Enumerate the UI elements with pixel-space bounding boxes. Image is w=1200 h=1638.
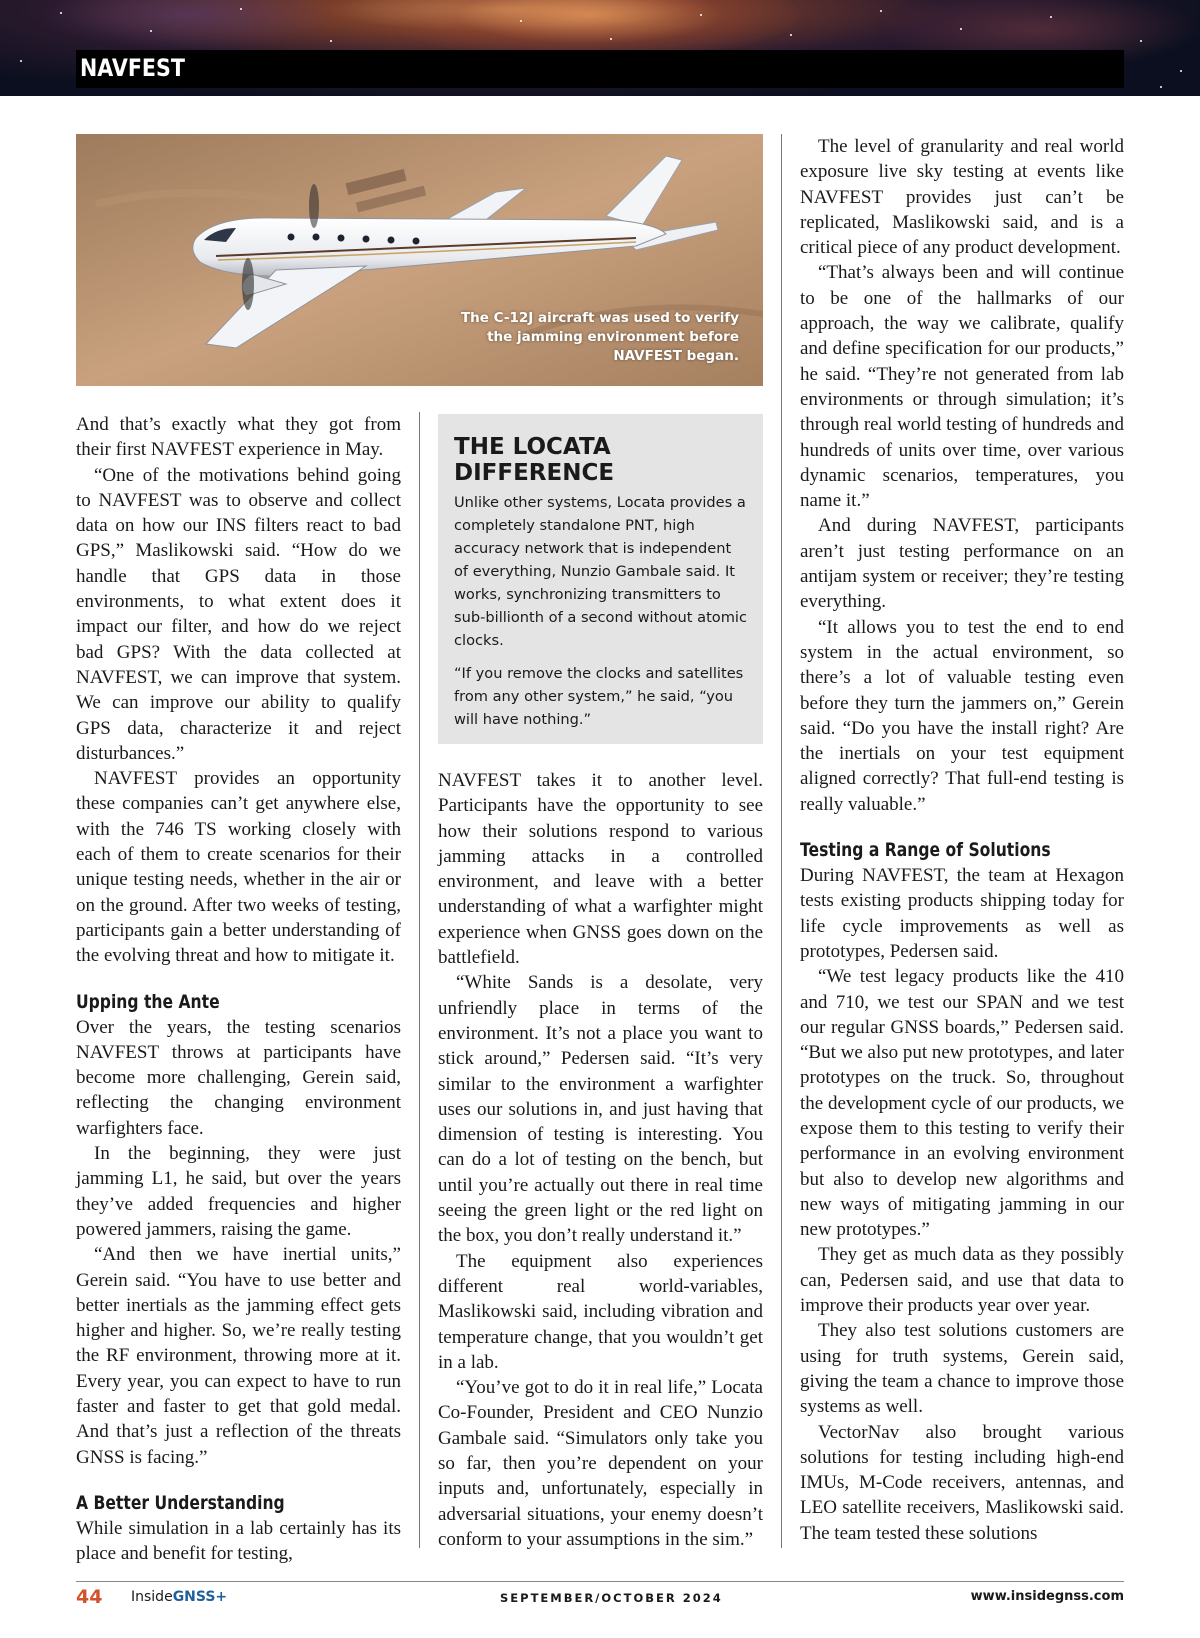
paragraph: “We test legacy products like the 410 and 710, we test our SPAN and we test our regular GNSS boards,” Pedersen said. “But we also put new prototypes, and later prototypes on the truck. So, throughout the development cycle of our products, we expose them to this testing to verify their performance in an evolving environment but also to develop new algorithms and new ways of mitigating jamming in our new prototypes.” xyxy=(800,966,1124,1241)
paragraph: “That’s always been and will continue to be one of the hallmarks of our approach, the way we calibrate, qualify and define specification for our products,” he said. “They’re not generated from lab environments or through simulation; it’s through real world testing of hundreds and hundreds of units over time, over various dynamic scenarios, temperatures, you name it.” xyxy=(800,262,1124,512)
paragraph: “White Sands is a desolate, very unfriendly place in terms of the environment. It’s not a place you want to stick around,” Pedersen said. “It’s very similar to the environment a warfighter uses our solutions in, and just having that dimension of testing is interesting. You can do a lot of testing on the bench, but until you’re actually out there in real time seeing the green light or the red light on the box, you don’t really understand it.” xyxy=(438,972,763,1247)
paragraph: “One of the motivations behind going to NAVFEST was to observe and collect data on how our INS filters react to bad GPS,” Maslikowski said. “How do we handle that GPS data in those environments, to what extent does it impact our filter, and how do we reject bad GPS? With the data collected at NAVFEST, we can improve that system. We can improve our ability to qualify GPS data, characterize it and reject disturbances.” xyxy=(76,464,401,764)
subheading: Testing a Range of Solutions xyxy=(800,839,1051,862)
article-column-2 xyxy=(438,768,763,1552)
paragraph: Over the years, the testing scenarios NAVFEST throws at participants have become more challenging, Gerein said, reflecting the changing environment warfighters face. xyxy=(76,1016,401,1139)
subheading: A Better Understanding xyxy=(76,1491,285,1514)
photo-caption: The C-12J aircraft was used to verify the jamming environment before NAVFEST began. xyxy=(460,310,739,364)
sidebar-quote: “If you remove the clocks and satellites from any other system,” he said, “you will have nothing.” xyxy=(454,665,744,728)
section-label: NAVFEST xyxy=(80,54,185,82)
paragraph: During NAVFEST, the team at Hexagon tests existing products shipping today for life cycle improvements as well as prototypes, Pedersen said. xyxy=(800,865,1124,962)
paragraph: They also test solutions customers are using for truth systems, Gerein said, giving the team a chance to improve those systems as well. xyxy=(800,1320,1124,1418)
paragraph: And that’s exactly what they got from their first NAVFEST experience in May. xyxy=(76,414,401,461)
issue-date: SEPTEMBER/OCTOBER 2024 xyxy=(500,1591,723,1605)
paragraph: “It allows you to test the end to end system in the actual environment, so there’s a lot of valuable testing even before they turn the jammers on,” Gerein said. “Do you have the install right? Are the inertials on your test equipment aligned correctly? That full-end testing is really valuable.” xyxy=(800,616,1124,815)
paragraph: “And then we have inertial units,” Gerein said. “You have to use better and better inertials as the jamming effect gets higher and higher. So, we’re really testing the RF environment, throwing more at it. Every year, you can expect to have to run faster and faster to get that gold medal. And that’s just a reflection of the threats GNSS is facing.” xyxy=(76,1244,401,1468)
paragraph: NAVFEST provides an opportunity these companies can’t get anywhere else, with the 746 TS working closely with each of them to create scenarios for their unique testing needs, whether in the air or on the ground. After two weeks of testing, participants gain a better understanding of the evolving threat and how to mitigate it. xyxy=(76,768,401,967)
article-column-1 xyxy=(76,412,401,1566)
paragraph: NAVFEST takes it to another level. Participants have the opportunity to see how their solutions respond to various jamming attacks in a controlled environment, and leave with a better understanding of what a warfighter might experience when GNSS goes down on the battlefield. xyxy=(438,770,763,969)
paragraph: While simulation in a lab certainly has its place and benefit for testing, xyxy=(76,1517,401,1565)
footer-rule xyxy=(76,1581,1124,1582)
section-label-bar xyxy=(76,50,1124,88)
sidebar-title: THE LOCATA DIFFERENCE xyxy=(454,434,615,486)
column-divider xyxy=(781,134,782,1548)
article-column-3 xyxy=(800,134,1124,1546)
subheading: Upping the Ante xyxy=(76,990,220,1013)
paragraph: They get as much data as they possibly can, Pedersen said, and use that data to improve their products year over year. xyxy=(800,1244,1124,1317)
paragraph: “You’ve got to do it in real life,” Locata Co-Founder, President and CEO Nunzio Gambale said. “Simulators only take you so far, then you’re dependent on your inputs and, unfortunately, especially in adversarial situations, your enemy doesn’t conform to your assumptions in the sim.” xyxy=(438,1377,763,1550)
brand-prefix: Inside xyxy=(131,1589,173,1605)
locata-sidebar xyxy=(438,414,763,744)
magazine-logo[interactable] xyxy=(131,1589,227,1605)
paragraph: VectorNav also brought various solutions for testing including high-end IMUs, M-Code receivers, antennas, and LEO satellite receivers, Maslikowski said. The team tested these solutions xyxy=(800,1421,1124,1544)
sidebar-paragraph: Unlike other systems, Locata provides a completely standalone PNT, high accuracy network that is independent of everything, Nunzio Gambale said. It works, synchronizing transmitters to sub-billionth of a second without atomic clocks. xyxy=(454,494,748,649)
website-link[interactable]: www.insidegnss.com xyxy=(970,1589,1124,1604)
nebula-glow xyxy=(40,0,340,50)
brand-suffix: GNSS+ xyxy=(172,1589,228,1605)
page-number: 44 xyxy=(76,1586,103,1608)
paragraph: In the beginning, they were just jamming L1, he said, but over the years they’ve added frequencies and higher powered jammers, raising the game. xyxy=(76,1143,401,1240)
paragraph: The level of granularity and real world exposure live sky testing at events like NAVFEST provides just can’t be replicated, Maslikowski said, and is a critical piece of any product development. xyxy=(800,136,1124,259)
paragraph: And during NAVFEST, participants aren’t just testing performance on an antijam system or receiver; they’re testing everything. xyxy=(800,515,1124,613)
paragraph: The equipment also experiences different real world-variables, Maslikowski said, including vibration and temperature change, that you wouldn’t get in a lab. xyxy=(438,1250,763,1373)
aircraft-photo xyxy=(76,134,763,386)
column-divider xyxy=(419,412,420,1548)
